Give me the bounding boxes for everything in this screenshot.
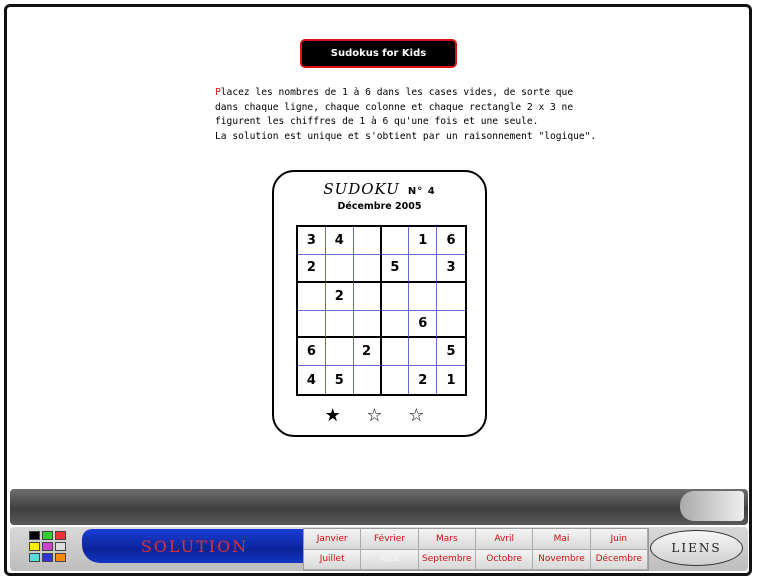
sudoku-cell[interactable]: [409, 283, 437, 311]
sudoku-cell[interactable]: [437, 283, 465, 311]
sudoku-cell[interactable]: 2: [298, 255, 326, 283]
sudoku-card: [272, 170, 487, 437]
instructions-line-4: La solution est unique et s'obtient par un raisonnement "logique".: [215, 130, 597, 142]
months-menu: [303, 528, 649, 571]
sudoku-cell[interactable]: [382, 311, 410, 339]
sudoku-cell[interactable]: [382, 338, 410, 366]
sudoku-cell[interactable]: 5: [382, 255, 410, 283]
sudoku-cell[interactable]: [298, 311, 326, 339]
sudoku-cell[interactable]: [409, 338, 437, 366]
instructions-line-3: figurent les chiffres de 1 à 6 qu'une fois et une seule.: [215, 116, 539, 127]
bottom-toolbar: [10, 527, 748, 571]
sudoku-title-text: SUDOKU: [323, 180, 400, 198]
month-link[interactable]: Juin: [591, 529, 648, 550]
sudoku-cell[interactable]: 4: [298, 366, 326, 394]
sudoku-cell[interactable]: [437, 311, 465, 339]
sudoku-cell[interactable]: 6: [437, 227, 465, 255]
sudoku-cell[interactable]: 3: [437, 255, 465, 283]
decorative-bar: [10, 489, 748, 525]
month-link[interactable]: Novembre: [533, 550, 590, 571]
sudoku-cell[interactable]: 2: [409, 366, 437, 394]
sudoku-cell[interactable]: [354, 311, 382, 339]
sudoku-title: [274, 180, 485, 198]
color-swatch[interactable]: [29, 553, 40, 562]
sudoku-cell[interactable]: [354, 227, 382, 255]
month-link[interactable]: Mai: [533, 529, 590, 550]
color-swatch[interactable]: [42, 553, 53, 562]
instructions: [215, 86, 597, 144]
sudoku-number: N° 4: [407, 186, 436, 197]
sudoku-cell[interactable]: 5: [326, 366, 354, 394]
color-swatch[interactable]: [29, 542, 40, 551]
color-swatch[interactable]: [42, 531, 53, 540]
month-link[interactable]: Décembre: [591, 550, 648, 571]
color-swatch[interactable]: [55, 531, 66, 540]
sudoku-cell[interactable]: [382, 227, 410, 255]
month-link[interactable]: Mars: [419, 529, 476, 550]
color-swatch[interactable]: [42, 542, 53, 551]
color-swatch[interactable]: [55, 553, 66, 562]
sudoku-cell[interactable]: [354, 366, 382, 394]
month-link[interactable]: Février: [361, 529, 418, 550]
color-palette: [29, 531, 73, 565]
sudoku-cell[interactable]: 6: [409, 311, 437, 339]
month-link[interactable]: Octobre: [476, 550, 533, 571]
sudoku-cell[interactable]: [354, 283, 382, 311]
sudoku-cell[interactable]: 4: [326, 227, 354, 255]
instructions-line-1: lacez les nombres de 1 à 6 dans les cases vides, de sorte que: [220, 87, 574, 98]
color-swatch[interactable]: [29, 531, 40, 540]
sudoku-cell[interactable]: [354, 255, 382, 283]
sudoku-cell[interactable]: [326, 338, 354, 366]
sudoku-cell[interactable]: [326, 255, 354, 283]
sudoku-cell[interactable]: [382, 366, 410, 394]
sudoku-cell[interactable]: [326, 311, 354, 339]
month-link[interactable]: Janvier: [304, 529, 361, 550]
color-swatch[interactable]: [55, 542, 66, 551]
solution-button[interactable]: SOLUTION: [82, 529, 307, 563]
sudoku-cell[interactable]: [409, 255, 437, 283]
month-link[interactable]: Avril: [476, 529, 533, 550]
sudoku-cell[interactable]: [382, 283, 410, 311]
sudoku-cell[interactable]: 6: [298, 338, 326, 366]
liens-button[interactable]: LIENS: [650, 530, 743, 566]
bar-highlight: [680, 491, 744, 521]
sudoku-cell[interactable]: 5: [437, 338, 465, 366]
sudoku-cell[interactable]: 3: [298, 227, 326, 255]
instructions-line-2: dans chaque ligne, chaque colonne et chaque rectangle 2 x 3 ne: [215, 101, 574, 113]
month-link[interactable]: Juillet: [304, 550, 361, 571]
sudoku-cell[interactable]: 2: [354, 338, 382, 366]
sudoku-cell[interactable]: 1: [446, 372, 456, 388]
site-title-button[interactable]: Sudokus for Kids: [300, 39, 457, 68]
difficulty-stars: ★ ☆ ☆: [324, 405, 435, 426]
sudoku-cell[interactable]: 2: [326, 283, 354, 311]
sudoku-cell[interactable]: [298, 283, 326, 311]
month-link[interactable]: Août: [361, 550, 418, 571]
sudoku-grid: [296, 225, 467, 396]
sudoku-date: Décembre 2005: [337, 201, 422, 212]
month-link[interactable]: Septembre: [419, 550, 476, 571]
sudoku-cell[interactable]: 1: [409, 227, 437, 255]
instructions-first-letter: P: [215, 87, 221, 98]
